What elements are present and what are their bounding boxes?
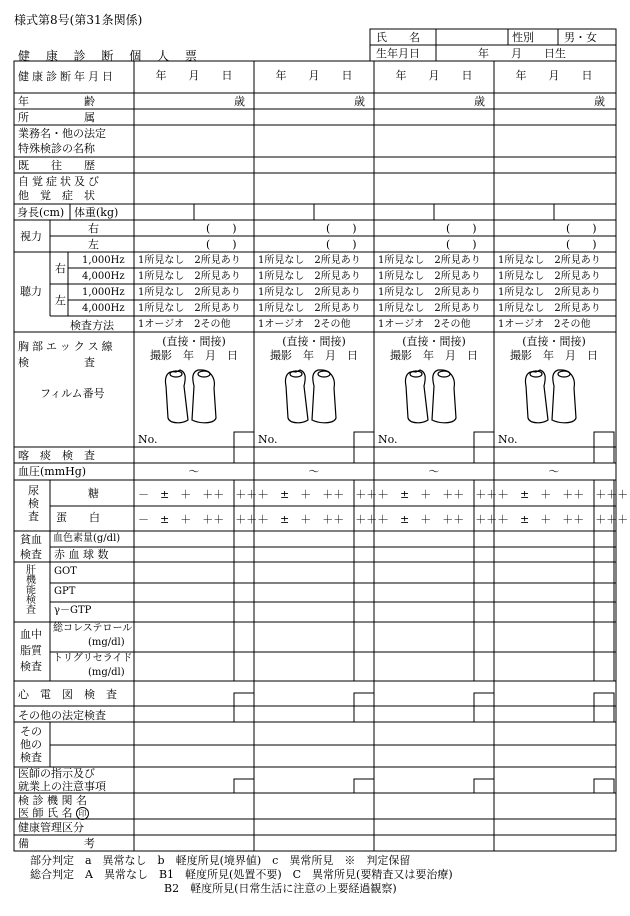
freq-r2: 4,000Hz <box>82 271 125 282</box>
row-clinic: 検 診 機 関 名 <box>18 794 87 807</box>
judgement-box[interactable] <box>474 562 494 583</box>
film-number: フィルム番号 <box>40 387 105 400</box>
hearing-l1-col1: 1所見なし 2所見あり <box>138 287 241 298</box>
judgement-box[interactable] <box>234 447 254 463</box>
row-history: 既 往 歴 <box>18 159 95 172</box>
judgement-box[interactable] <box>594 531 614 547</box>
vision-left-paren-col4: ( ) <box>566 238 597 251</box>
hearing-r2-col1: 1所見なし 2所見あり <box>138 271 241 282</box>
row-other-legal: その他の法定検査 <box>18 709 106 722</box>
vision-left-paren-col2: ( ) <box>326 238 357 251</box>
rbc: 赤 血 球 数 <box>54 548 109 561</box>
judgement-box[interactable] <box>474 706 494 722</box>
xray-direct-col3: (直接・間接) <box>402 335 466 348</box>
sugar-scale-col2: － ± ＋ ＋＋ ＋＋＋ <box>258 488 389 501</box>
row-job-line2: 特殊検診の名称 <box>18 142 95 155</box>
sex-label: 性別 <box>512 31 534 44</box>
judgement-box[interactable] <box>594 432 614 447</box>
hearing-method-value-col4: 1オージオ 2その他 <box>498 319 591 330</box>
hearing-l1-col4: 1所見なし 2所見あり <box>498 287 601 298</box>
judgement-box[interactable] <box>474 583 494 602</box>
freq-r1: 1,000Hz <box>82 255 125 266</box>
bp-range-col2: ～ <box>308 465 320 478</box>
judgement-box[interactable] <box>474 602 494 622</box>
row-sputum: 喀 痰 検 査 <box>18 449 95 462</box>
xray-date-col1: 撮影 年 月 日 <box>150 349 238 362</box>
age-unit-col3: 歳 <box>474 95 485 108</box>
bp-range-col1: ～ <box>188 465 200 478</box>
judgement-box[interactable] <box>354 779 374 793</box>
hearing-right: 右 <box>55 262 66 275</box>
lung-diagram-col3 <box>402 366 462 428</box>
date-col4: 年 月 日 <box>515 69 593 82</box>
xray-date-col3: 撮影 年 月 日 <box>390 349 478 362</box>
row-hearing: 聴力 <box>20 285 42 298</box>
row-chest-line2: 検 査 <box>18 356 95 369</box>
footer-partial: 部分判定 a 異常なし b 軽度所見(境界値) c 異常所見 ※ 判定保留 <box>30 854 411 867</box>
film-no-col4: No. <box>498 433 518 446</box>
vision-left: 左 <box>88 238 99 251</box>
xray-date-col2: 撮影 年 月 日 <box>270 349 358 362</box>
row-ecg: 心 電 図 検 査 <box>18 688 117 701</box>
form-title: 健 康 診 断 個 人 票 <box>18 49 203 63</box>
judgement-box[interactable] <box>474 531 494 547</box>
xray-direct-col2: (直接・間接) <box>282 335 346 348</box>
judgement-box[interactable] <box>234 652 254 681</box>
sugar-scale-col4: － ± ＋ ＋＋ ＋＋＋ <box>498 488 629 501</box>
sex-options: 男・女 <box>564 31 597 44</box>
hearing-method-value-col1: 1オージオ 2その他 <box>138 319 231 330</box>
form-number: 様式第8号(第31条関係) <box>14 13 143 27</box>
ggtp: γ－GTP <box>54 605 92 616</box>
hearing-r2-col2: 1所見なし 2所見あり <box>258 271 361 282</box>
urine-sugar: 糖 <box>88 487 99 500</box>
lung-diagram-col4 <box>522 366 582 428</box>
row-urine: 尿検査 <box>28 484 39 523</box>
judgement-box[interactable] <box>594 652 614 681</box>
judgement-box[interactable] <box>594 583 614 602</box>
row-lipid: 血中脂質検査 <box>20 628 42 673</box>
date-col2: 年 月 日 <box>275 69 353 82</box>
judgement-box[interactable] <box>354 693 374 706</box>
judgement-box[interactable] <box>354 706 374 722</box>
hearing-l1-col2: 1所見なし 2所見あり <box>258 287 361 298</box>
judgement-box[interactable] <box>354 562 374 583</box>
judgement-box[interactable] <box>354 622 374 652</box>
judgement-box[interactable] <box>354 531 374 547</box>
hearing-l2-col3: 1所見なし 2所見あり <box>378 303 481 314</box>
hearing-method-value-col3: 1オージオ 2その他 <box>378 319 471 330</box>
protein-scale-col3: － ± ＋ ＋＋ ＋＋＋ <box>378 513 509 526</box>
triglyceride-line2: (mg/dl) <box>88 667 125 678</box>
dob-format: 年 月 日生 <box>478 47 566 60</box>
xray-direct-col4: (直接・間接) <box>522 335 586 348</box>
footer-overall: 総合判定 A 異常なし B1 軽度所見(処置不要) C 異常所見(要精査又は要治療) <box>30 868 453 881</box>
row-vision: 視力 <box>20 230 42 243</box>
hearing-r2-col4: 1所見なし 2所見あり <box>498 271 601 282</box>
row-anemia-line2: 検査 <box>20 548 42 561</box>
row-chest-line1: 胸部エックス線 <box>18 340 116 353</box>
row-height: 身長(cm) <box>17 206 65 219</box>
judgement-box[interactable] <box>474 779 494 793</box>
cholesterol-line2: (mg/dl) <box>88 637 125 648</box>
row-affiliation: 所 属 <box>18 111 95 124</box>
hearing-l1-col3: 1所見なし 2所見あり <box>378 287 481 298</box>
judgement-box[interactable] <box>354 432 374 447</box>
vision-right: 右 <box>88 222 99 235</box>
judgement-box[interactable] <box>474 447 494 463</box>
hearing-r1-col2: 1所見なし 2所見あり <box>258 255 361 266</box>
protein-scale-col4: － ± ＋ ＋＋ ＋＋＋ <box>498 513 629 526</box>
judgement-box[interactable] <box>474 622 494 652</box>
hearing-method: 検査方法 <box>70 319 114 332</box>
hearing-l2-col1: 1所見なし 2所見あり <box>138 303 241 314</box>
row-liver: 肝機能検査 <box>26 565 36 616</box>
row-exam-date: 健康診断年月日 <box>18 70 116 83</box>
cholesterol-line1: 総コレステロール <box>53 623 133 634</box>
judgement-box[interactable] <box>594 547 614 562</box>
date-col3: 年 月 日 <box>395 69 473 82</box>
judgement-box[interactable] <box>234 562 254 583</box>
vision-left-paren-col3: ( ) <box>446 238 477 251</box>
vision-right-paren-col3: ( ) <box>446 222 477 235</box>
row-management: 健康管理区分 <box>18 821 84 834</box>
hearing-r1-col1: 1所見なし 2所見あり <box>138 255 241 266</box>
protein-scale-col1: － ± ＋ ＋＋ ＋＋＋ <box>138 513 269 526</box>
row-anemia-line1: 貧血 <box>20 533 42 546</box>
age-unit-col1: 歳 <box>234 95 245 108</box>
judgement-box[interactable] <box>234 547 254 562</box>
hearing-r1-col3: 1所見なし 2所見あり <box>378 255 481 266</box>
footer-overall-b2: B2 軽度所見(日常生活に注意の上要経過観察) <box>164 882 397 895</box>
judgement-box[interactable] <box>594 602 614 622</box>
film-no-col1: No. <box>138 433 158 446</box>
judgement-box[interactable] <box>234 602 254 622</box>
xray-date-col4: 撮影 年 月 日 <box>510 349 598 362</box>
row-job-line1: 業務名・他の法定 <box>18 127 106 140</box>
judgement-box[interactable] <box>354 447 374 463</box>
dob-label: 生年月日 <box>376 47 420 60</box>
judgement-box[interactable] <box>594 706 614 722</box>
freq-l1: 1,000Hz <box>82 287 125 298</box>
film-no-col2: No. <box>258 433 278 446</box>
judgement-box[interactable] <box>354 652 374 681</box>
row-remarks: 備 考 <box>18 837 95 850</box>
judgement-box[interactable] <box>594 562 614 583</box>
judgement-box[interactable] <box>354 602 374 622</box>
seal-mark: 印 <box>76 807 89 820</box>
bp-range-col3: ～ <box>428 465 440 478</box>
xray-direct-col1: (直接・間接) <box>162 335 226 348</box>
freq-l2: 4,000Hz <box>82 303 125 314</box>
row-doctor-name <box>18 807 89 820</box>
judgement-box[interactable] <box>234 432 254 447</box>
vision-left-paren-col1: ( ) <box>206 238 237 251</box>
row-doctor-line1: 医師の指示及び <box>18 767 95 780</box>
vision-right-paren-col4: ( ) <box>566 222 597 235</box>
row-bp: 血圧(mmHg) <box>18 465 87 478</box>
row-other-exam: その他の検査 <box>20 725 42 764</box>
hemoglobin: 血色素量(g/dl) <box>53 533 121 544</box>
doctor-name-label: 医 師 氏 名 <box>18 806 73 820</box>
row-age: 年 齢 <box>18 95 95 108</box>
date-col1: 年 月 日 <box>155 69 233 82</box>
row-weight: 体重(kg) <box>74 206 119 219</box>
row-doctor-line2: 就業上の注意事項 <box>18 780 106 793</box>
judgement-box[interactable] <box>474 693 494 706</box>
judgement-box[interactable] <box>234 779 254 793</box>
age-unit-col4: 歳 <box>594 95 605 108</box>
sugar-scale-col3: － ± ＋ ＋＋ ＋＋＋ <box>378 488 509 501</box>
judgement-box[interactable] <box>354 547 374 562</box>
judgement-box[interactable] <box>354 583 374 602</box>
hearing-r1-col4: 1所見なし 2所見あり <box>498 255 601 266</box>
judgement-box[interactable] <box>594 693 614 706</box>
judgement-box[interactable] <box>594 779 614 793</box>
row-symptoms-line2: 他 覚 症 状 <box>18 189 95 202</box>
judgement-box[interactable] <box>234 693 254 706</box>
hearing-method-value-col2: 1オージオ 2その他 <box>258 319 351 330</box>
vision-right-paren-col2: ( ) <box>326 222 357 235</box>
protein-scale-col2: － ± ＋ ＋＋ ＋＋＋ <box>258 513 389 526</box>
judgement-box[interactable] <box>234 583 254 602</box>
urine-protein: 蛋 白 <box>56 511 100 524</box>
name-label: 氏 名 <box>376 31 420 44</box>
judgement-box[interactable] <box>594 622 614 652</box>
judgement-box[interactable] <box>474 547 494 562</box>
hearing-l2-col2: 1所見なし 2所見あり <box>258 303 361 314</box>
hearing-l2-col4: 1所見なし 2所見あり <box>498 303 601 314</box>
lung-diagram-col2 <box>282 366 342 428</box>
film-no-col3: No. <box>378 433 398 446</box>
judgement-box[interactable] <box>234 531 254 547</box>
judgement-box[interactable] <box>474 652 494 681</box>
bp-range-col4: ～ <box>548 465 560 478</box>
gpt: GPT <box>54 586 76 597</box>
age-unit-col2: 歳 <box>354 95 365 108</box>
hearing-r2-col3: 1所見なし 2所見あり <box>378 271 481 282</box>
judgement-box[interactable] <box>234 622 254 652</box>
judgement-box[interactable] <box>474 432 494 447</box>
lung-diagram-col1 <box>162 366 222 428</box>
judgement-box[interactable] <box>594 447 614 463</box>
judgement-box[interactable] <box>234 706 254 722</box>
hearing-left: 左 <box>55 294 66 307</box>
got: GOT <box>54 566 77 577</box>
vision-right-paren-col1: ( ) <box>206 222 237 235</box>
triglyceride-line1: トリグリセライド <box>53 653 133 664</box>
row-symptoms-line1: 自覚症状及び <box>18 175 102 188</box>
sugar-scale-col1: － ± ＋ ＋＋ ＋＋＋ <box>138 488 269 501</box>
